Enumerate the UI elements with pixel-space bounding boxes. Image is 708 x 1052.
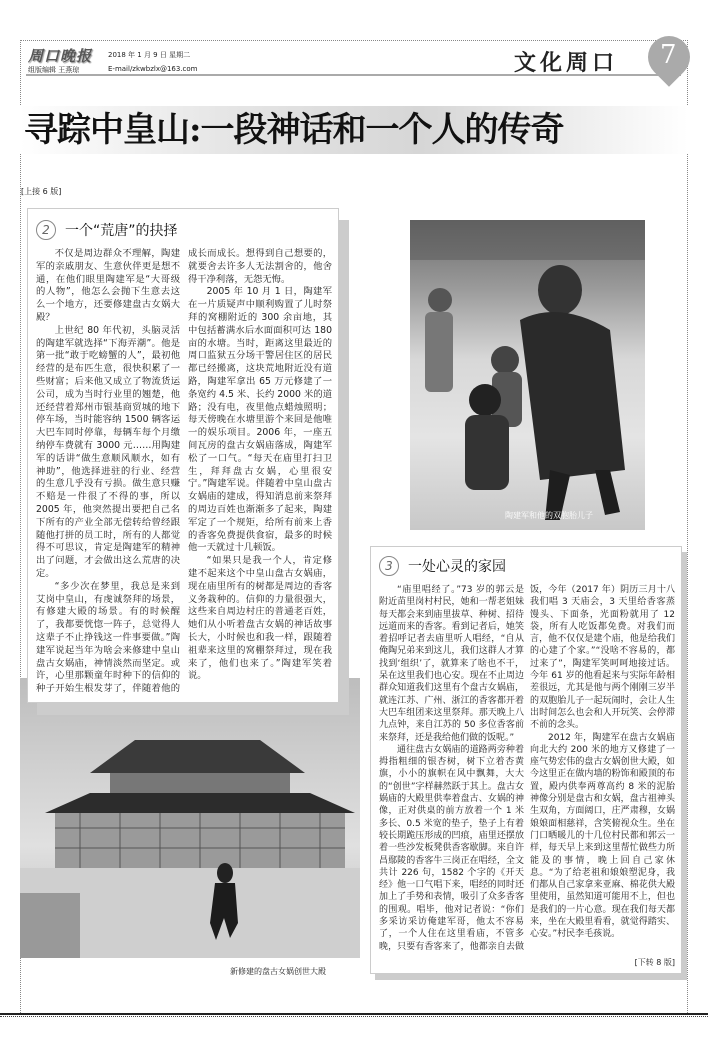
- continued-to: [下转 8 版]: [634, 957, 675, 967]
- paragraph: 2005 年 10 月 1 日，陶建军在一片质疑声中顺利购置了儿时祭拜的窝棚附近的 300 余亩地，其中包括蓄满水后水面面积可达 180 亩的水塘。当时，距离这里最近的周口监狱五分场干警居住区的居民都已经搬离，这块荒地附近没有道路，陶建军拿出 65 万元修建了一条宽约 4.5 米、长约 2000 米的道路；没有电，夜里他点蜡烛照明；每天傍晚在水塘里游个来回是他唯一的娱乐项目。2006 年，一座五间瓦房的盘古女娲庙落成，陶建军松了一口气。“每天在庙里打扫卫生，拜拜盘古女娲，心里很安宁。”陶建军说。伴随着中皇山盘古女娲庙的建成，得知消息前来祭拜的周边百姓也渐渐多了起来，陶建军定了一个规矩，给所有前来上香的香客免费提供食宿，最多的时候他一天就过十几顿饭。: [188, 286, 332, 554]
- page-number: 7: [660, 40, 677, 70]
- bottom-rule: [0, 1013, 708, 1017]
- paragraph: 2012 年，陶建军在盘古女娲庙向北大约 200 米的地方又修建了一座气势宏伟的盘古女娲创世大殿，如今这里正在做内墙的粉饰和殿顶的布置，殿内供奉两尊高约 8 米的泥胎神像分别是盘古和女娲，盘古祖神头生双角，方面阔口，庄严肃穆，女娲娘娘面相慈祥，含笑俯视众生。坐在门口晒暖儿的十几位村民都和郭云一样，每天早上来到这里帮忙做些力所能及的事情，晚上回自己家休息。“为了给老祖和娘娘塑泥身，我们都从自己家拿来亚麻、棉花供大殿里使用，虽然知道可能用不上，但也是我们的一片心意。现在我们每天都来，坐在大殿里看看，就觉得踏实、心安。”村民李毛孩说。: [530, 732, 675, 940]
- photo-caption: 新修建的盘古女娲创世大殿: [230, 967, 326, 976]
- headline: 寻踪中皇山:一段神话和一个人的传奇: [20, 106, 688, 154]
- section-2-body: [36, 248, 332, 696]
- section-3-body: [379, 584, 675, 953]
- section-title: 一个“荒唐”的抉择: [65, 223, 178, 239]
- masthead: [26, 40, 681, 76]
- section-2-box: [27, 208, 339, 703]
- paragraph: “庙里唱经了。”73 岁的郭云是附近苗里岗村村民，她和一帮老姐妹每天都会来到庙里拔草、种树、招待远道而来的香客。看到记者后，她笑着招呼记者去庙里听人唱经，“自从俺陶兄弟来到这儿，我们这群人才算找到‘组织’了，就算来了啥也不干，呆在这里我们也心安。现在不止周边群众知道我们这里有个盘古女娲庙，就连江苏、广州、浙江的香客都开着大巴车组团来这里祭拜。那天晚上八九点钟，来自江苏的 50 多位香客前来祭拜，还是我给他们做的饭呢。”: [379, 585, 524, 743]
- section-title: 一处心灵的家园: [408, 559, 506, 575]
- photo-temple-hall: [20, 678, 360, 958]
- paragraph: “如果只是我一个人，肯定修建不起来这个中皇山盘古女娲庙，现在庙里所有的树都是周边的香客义务栽种的。信仰的力量很强大，这些来自周边村庄的普通老百姓，她们从小听着盘古女娲的神话故事长大，小时候也和我一样，跟随着祖辈来这里的窝棚祭拜过，现在我来了，他们也来了。”陶建军笑着说。: [188, 555, 332, 682]
- section-number: 2: [36, 220, 56, 240]
- section-name: 文化周口: [514, 50, 619, 76]
- paragraph: “多少次在梦里，我总是来到艾岗中皇山，有虔诚祭拜的场景，有修建大殿的场景。有的时候醒了，我都要恍惚一阵子，总觉得人这辈子不止挣钱这一件事要做。”陶建军说起当年为啥会来修建中皇山盘古女娲庙，神情淡然而坚定。或许，心里那颗童年时种下的信仰的种子开始生根发芽了，伴随着他的成长而成长。想得到自己想要的，就要舍去许多人无法割舍的，他舍得干净利落，无怨无悔。: [36, 248, 332, 695]
- photo-figures: [410, 220, 645, 530]
- photo-caption: 陶建军和他的双胞胎儿子: [505, 511, 593, 520]
- continued-from: [上接 6 版]: [21, 187, 62, 196]
- photo-man-with-children: [410, 220, 645, 530]
- temple-drawing: [20, 678, 360, 958]
- section-2-header: [36, 220, 332, 240]
- section-number: 3: [379, 556, 399, 576]
- paragraph: 通往盘古女娲庙的道路两旁种着拇指粗细的银杏树，树下立着杏黄旗，小小的旗帜在风中飘舞，大大的“创世”字样赫然跃于其上。盘古女娲庙的大殿里供奉着盘古、女娲的神像，正对供桌的前方放着一个 1 米多长、0.5 米宽的垫子，垫子上有着较长期跪压形成的凹痕，庙里还摆放着一些沙发板凳供香客歇脚。来自许昌鄢陵的香客牛三岗正在唱经，全文共计 226 句，1582 个字的《开天经》他一口气唱下来，唱经的同时还加上了手势和表情，吸引了众多香客的围观。唱毕，他对记者说：“你们多采访采访俺建军哥，他太不容易了，一个人住在这里看庙，不管多晚，只要有香客来了，他都亲自去做饭，今年（2017 年）阴历三月十八我们唱 3 天庙会，3 天里给香客蒸馒头、下面条，光面粉就用了 12 袋，所有人吃饭都免费。对我们而言，他不仅仅是建个庙，他是给我们的心建了个家。”“没啥不容易的，都过来了”，陶建军笑呵呵地接过话。今年 61 岁的他看起来与实际年龄相差很远，尤其是他与两个刚刚三岁半的双胞胎儿子一起玩闹时，会让人生出时间怎么也会和人开玩笑、会停滞不前的念头。: [379, 585, 675, 952]
- section-3-header: [379, 556, 675, 576]
- section-3-box: [370, 546, 682, 974]
- contact-email: E-mail/zkwbzlx@163.com: [108, 65, 198, 73]
- issue-date: 2018 年 1 月 9 日 星期二: [108, 51, 191, 59]
- paragraph: 不仅是周边群众不理解，陶建军的亲戚朋友、生意伙伴更是想不通，在他们眼里陶建军是“大哥级的人物”，他怎么会抛下生意去这么一个地方，还要修建盘古女娲大殿？: [36, 248, 180, 323]
- paragraph: 上世纪 80 年代初，头脑灵活的陶建军就选择“下海弄潮”。他是第一批“敢于吃螃蟹的人”，最初他经营的是布匹生意，很快积累了一些财富；后来他又成立了物流货运公司，成为当时行业里的翘楚，他还经营着郑州市银基商贸城的地下停车场，当时能容纳 1500 辆客运大巴车同时停靠，每辆车每个月缴纳停车费就有 3000 元……用陶建军的话讲“做生意顺风顺水，如有神助”，他选择进驻的行业、经营的生意几乎没有亏损。做生意只赚不赔是一件很了不得的事，所以 2005 年，他突然提出要把自己名下所有的产业全部无偿转给曾经跟随他打拼的员工时，所有的人都觉得不可思议，肯定是陶建军的精神出了问题，才会做出这么荒唐的决定。: [36, 324, 180, 579]
- newspaper-logo: 周口晚报: [28, 47, 93, 65]
- editor-credit: 组版编辑 王燕琼: [28, 66, 80, 74]
